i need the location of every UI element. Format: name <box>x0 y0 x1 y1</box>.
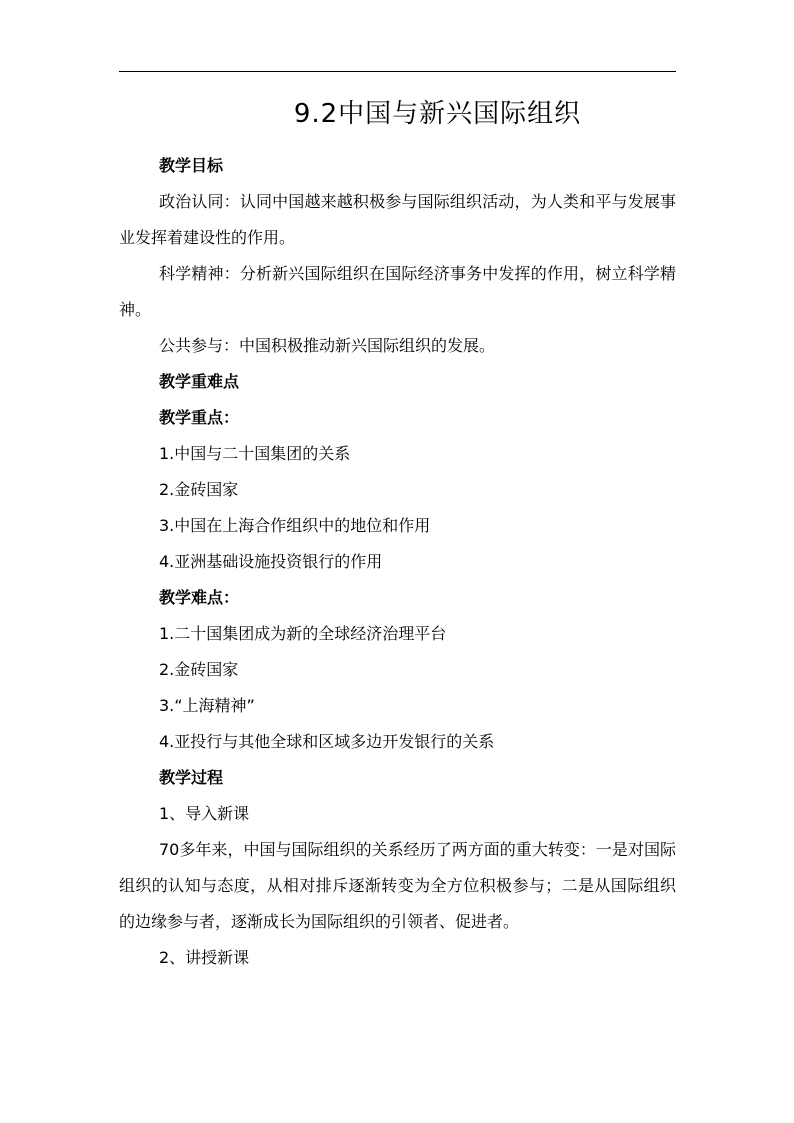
process-step-teach: 2、讲授新课 <box>159 948 250 967</box>
difficult-point-item: 4.亚投行与其他全球和区域多边开发银行的关系 <box>159 732 495 751</box>
process-heading: 教学过程 <box>159 768 224 787</box>
key-difficult-heading: 教学重难点 <box>159 372 240 391</box>
key-points-heading: 教学重点： <box>159 408 240 427</box>
document-body <box>119 92 676 976</box>
objective-political-identity: 政治认同：认同中国越来越积极参与国际组织活动，为人类和平与发展事业发挥着建设性的作用。 <box>119 192 676 247</box>
difficult-point-item: 1.二十国集团成为新的全球经济治理平台 <box>159 624 447 643</box>
key-point-item: 3.中国在上海合作组织中的地位和作用 <box>159 516 431 535</box>
difficult-point-item: 2.金砖国家 <box>159 660 239 679</box>
objective-scientific-spirit: 科学精神：分析新兴国际组织在国际经济事务中发挥的作用，树立科学精神。 <box>119 264 676 319</box>
key-point-item: 1.中国与二十国集团的关系 <box>159 444 351 463</box>
objectives-heading: 教学目标 <box>159 156 224 175</box>
objective-public-participation: 公共参与：中国积极推动新兴国际组织的发展。 <box>159 336 496 355</box>
key-point-item: 4.亚洲基础设施投资银行的作用 <box>159 552 383 571</box>
difficult-point-item: 3.“上海精神” <box>159 696 255 715</box>
key-point-item: 2.金砖国家 <box>159 480 239 499</box>
process-step-import: 1、导入新课 <box>159 804 250 823</box>
process-paragraph: 70多年来，中国与国际组织的关系经历了两方面的重大转变：一是对国际组织的认知与态度，从相对排斥逐渐转变为全方位积极参与；二是从国际组织的边缘参与者，逐渐成长为国际组织的引领者、促进者。 <box>119 840 676 931</box>
header-rule <box>119 71 676 72</box>
difficult-points-heading: 教学难点： <box>159 588 240 607</box>
document-title: 9.2中国与新兴国际组织 <box>293 99 582 129</box>
